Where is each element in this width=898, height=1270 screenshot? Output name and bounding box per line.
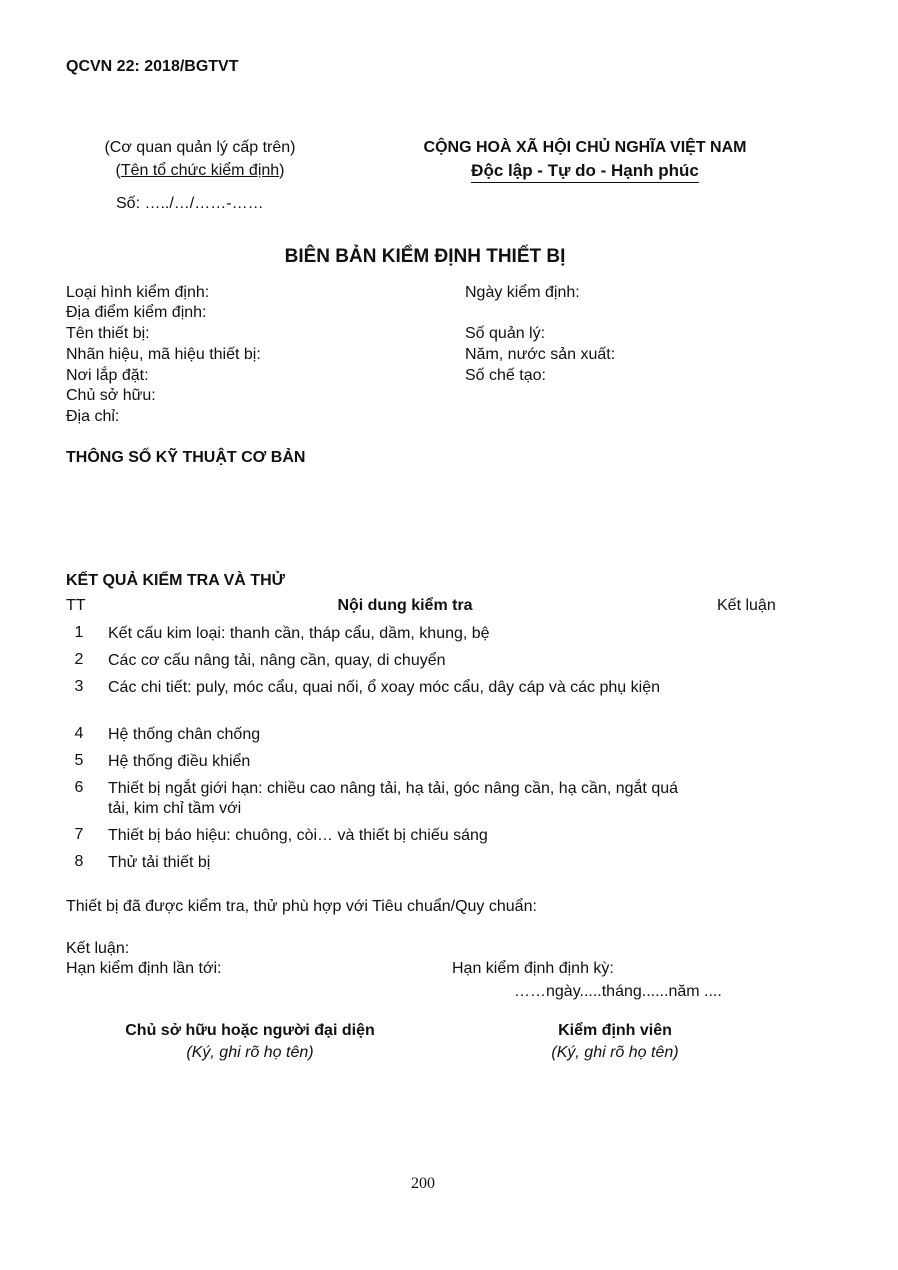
info-equipment-name: Tên thiết bị: — [66, 325, 150, 342]
item-text: Các chi tiết: puly, móc cẩu, quai nối, ổ xoay móc cẩu, dây cáp và các phụ kiện — [108, 679, 660, 696]
document-code: QCVN 22: 2018/BGTVT — [66, 58, 239, 75]
item-text: Các cơ cấu nâng tải, nâng cần, quay, di chuyển — [108, 652, 446, 669]
table-header-content: Nội dung kiểm tra — [337, 597, 473, 614]
info-year-country: Năm, nước sản xuất: — [465, 346, 616, 363]
table-header-conclusion: Kết luận — [717, 597, 776, 614]
item-number: 4 — [74, 725, 84, 742]
table-header-tt: TT — [66, 597, 86, 614]
item-text: Thử tải thiết bị — [108, 854, 211, 871]
info-serial: Số chế tạo: — [465, 367, 546, 384]
inspector-signature-note: (Ký, ghi rõ họ tên) — [551, 1044, 679, 1061]
motto — [380, 161, 790, 181]
org-name: Tên tổ chức kiểm định — [120, 162, 280, 179]
item-number: 2 — [74, 651, 84, 668]
agency-label: (Cơ quan quản lý cấp trên) — [104, 139, 296, 156]
specs-heading: THÔNG SỐ KỸ THUẬT CƠ BẢN — [66, 449, 306, 466]
item-number: 3 — [74, 678, 84, 695]
owner-signature-note: (Ký, ghi rõ họ tên) — [186, 1044, 314, 1061]
nation-title: CỘNG HOÀ XÃ HỘI CHỦ NGHĨA VIỆT NAM — [423, 139, 747, 156]
org-name-line: (Tên tổ chức kiểm định) — [115, 162, 285, 179]
page-number: 200 — [411, 1175, 435, 1192]
info-brand-model: Nhãn hiệu, mã hiệu thiết bị: — [66, 346, 261, 363]
owner-signature-title: Chủ sở hữu hoặc người đại diện — [125, 1022, 375, 1039]
item-text: Hệ thống chân chống — [108, 726, 261, 743]
page-title: BIÊN BẢN KIỂM ĐỊNH THIẾT BỊ — [284, 246, 566, 267]
item-number: 7 — [74, 826, 84, 843]
conclusion-label: Kết luận: — [66, 940, 130, 957]
compliance-statement: Thiết bị đã được kiểm tra, thử phù hợp với Tiêu chuẩn/Quy chuẩn: — [66, 898, 537, 915]
item-text: Thiết bị ngắt giới hạn: chiều cao nâng tải, hạ tải, góc nâng cần, hạ cần, ngắt quá tải, kim chỉ tầm với — [108, 780, 679, 817]
date-line: ……ngày.....tháng......năm .... — [514, 983, 722, 1000]
inspector-signature-title: Kiểm định viên — [558, 1022, 672, 1039]
item-text: Hệ thống điều khiển — [108, 753, 251, 770]
info-install-place: Nơi lắp đặt: — [66, 367, 149, 384]
document-number: Số: …../…/……-…… — [116, 195, 264, 212]
item-number: 8 — [74, 853, 84, 870]
item-text: Thiết bị báo hiệu: chuông, còi… và thiết bị chiếu sáng — [108, 827, 488, 844]
info-type: Loại hình kiểm định: — [66, 284, 210, 301]
info-location: Địa điểm kiểm định: — [66, 304, 207, 321]
info-date: Ngày kiểm định: — [465, 284, 580, 301]
item-text: Kết cấu kim loại: thanh cần, tháp cẩu, dầm, khung, bệ — [108, 625, 490, 642]
item-number: 6 — [74, 779, 84, 796]
next-inspection-label: Hạn kiểm định lần tới: — [66, 960, 222, 977]
item-number: 5 — [74, 752, 84, 769]
periodic-inspection-label: Hạn kiểm định định kỳ: — [452, 960, 614, 977]
info-owner: Chủ sở hữu: — [66, 387, 156, 404]
motto-text: Độc lập - Tự do - Hạnh phúc — [471, 161, 699, 183]
info-address: Địa chỉ: — [66, 408, 120, 425]
info-mgmt-no: Số quản lý: — [465, 325, 546, 342]
results-heading: KẾT QUẢ KIỂM TRA VÀ THỬ — [66, 572, 285, 589]
item-number: 1 — [74, 624, 84, 641]
